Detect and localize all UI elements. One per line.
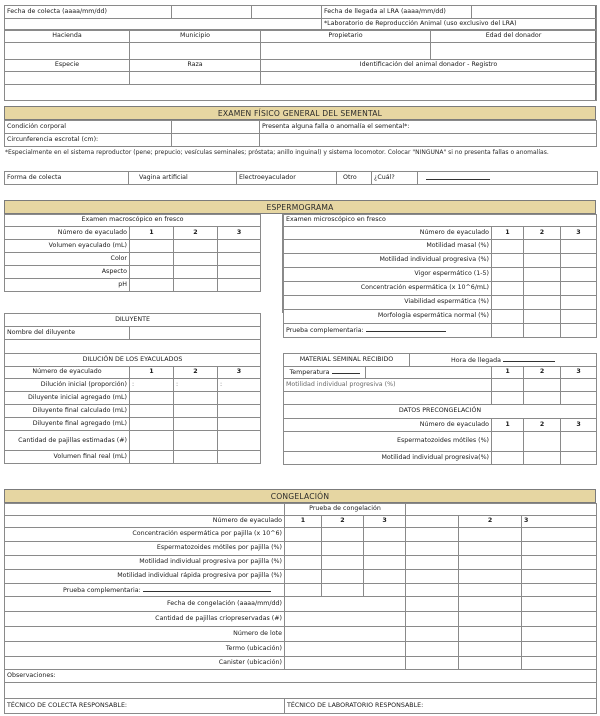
congelacion-blank-right (406, 504, 597, 516)
congelacion-cell[interactable] (364, 584, 406, 597)
prueba-row-label: Concentración espermática por pajilla (x 10^6) (5, 528, 285, 542)
diluyente-blank-row[interactable] (5, 340, 261, 354)
micro-header-label: Número de eyaculado (284, 227, 492, 240)
congelacion-merged-cell[interactable] (285, 657, 406, 670)
macro-cell[interactable] (174, 279, 218, 292)
table-row (284, 296, 597, 310)
temperatura-blank-line (332, 368, 360, 374)
macro-header-label: Número de eyaculado (5, 227, 130, 240)
material-cell[interactable] (492, 392, 524, 405)
congelacion-cell[interactable] (522, 657, 597, 670)
propietario-field[interactable] (261, 43, 431, 60)
macro-col-2: 2 (174, 227, 218, 240)
diluyente-table (4, 313, 261, 354)
congelacion-prueba-cell[interactable] (5, 584, 285, 597)
congelacion-table (4, 503, 597, 714)
table-row (5, 627, 597, 642)
congelacion-cell[interactable] (459, 584, 522, 597)
condicion-corporal-field[interactable] (172, 121, 260, 134)
precongelacion-col-1: 1 (492, 419, 524, 432)
precongelacion-row-label: Motilidad individual progresiva(%) (284, 452, 492, 465)
table-row (5, 570, 597, 584)
congelacion-prueba-blank-line (143, 586, 271, 592)
congelacion-merged-cell[interactable] (285, 597, 406, 612)
congelacion-col-2: 2 (322, 516, 364, 528)
macro-cell[interactable] (174, 253, 218, 266)
congelacion-cell[interactable] (459, 627, 522, 642)
dilucion-row-label: Volumen final real (mL) (5, 451, 130, 464)
blank-cell (5, 19, 322, 30)
congelacion-cell[interactable] (285, 528, 322, 542)
final-row-label: Fecha de congelación (aaaa/mm/dd) (5, 597, 285, 612)
congelacion-cell[interactable] (459, 612, 522, 627)
fecha-colecta-label: Fecha de colecta (aaaa/mm/dd) (5, 6, 172, 19)
dilucion-ratio-cell[interactable] (218, 379, 261, 392)
examen-fisico-footnote: *Especialmente en el sistema reproductor (pene; prepucio; vesículas seminales; próstata; anillo inguinal) y sistema locomotor. Colocar "NINGUNA" si no presenta fallas o anomalías. (5, 149, 549, 156)
temperatura-field[interactable] (366, 367, 492, 379)
hora-llegada-label: Hora de llegada (451, 356, 502, 364)
micro-title: Examen microscópico en fresco (284, 215, 597, 227)
material-cell[interactable] (561, 379, 597, 392)
micro-prueba-label: Prueba complementaria: (286, 327, 364, 335)
congelacion-cell[interactable] (459, 556, 522, 570)
macro-cell[interactable] (130, 253, 174, 266)
table-row (284, 268, 597, 282)
congelacion-cell[interactable] (522, 642, 597, 657)
circunferencia-field[interactable] (172, 134, 260, 147)
micro-cell[interactable] (524, 254, 561, 268)
table-row (5, 597, 597, 612)
congelacion-cell[interactable] (406, 612, 459, 627)
congelacion-cell[interactable] (459, 570, 522, 584)
micro-cell[interactable] (524, 282, 561, 296)
table-row (284, 282, 597, 296)
temperatura-cell[interactable] (284, 367, 366, 379)
micro-row-label: Morfología espermática normal (%) (284, 310, 492, 324)
tecnico-colecta-label: TÉCNICO DE COLECTA RESPONSABLE: (5, 699, 285, 714)
congelacion-cell[interactable] (322, 584, 364, 597)
congelacion-cell[interactable] (459, 642, 522, 657)
dilucion-cell[interactable] (218, 418, 261, 431)
cual-blank-line (426, 174, 490, 180)
fecha-colecta-field-2[interactable] (252, 6, 322, 19)
municipio-field[interactable] (130, 43, 261, 60)
observaciones-label: Observaciones: (5, 670, 597, 683)
table-row (284, 240, 597, 254)
donor-table (4, 30, 597, 101)
diluyente-nombre-label: Nombre del diluyente (5, 327, 130, 340)
micro-col-2: 2 (524, 227, 561, 240)
micro-cell[interactable] (561, 296, 597, 310)
macro-row-label: Volumen eyaculado (mL) (5, 240, 130, 253)
prueba-congelacion-title: Prueba de congelación (285, 504, 406, 516)
congelacion-cell[interactable] (285, 584, 322, 597)
micro-row-label: Motilidad masal (%) (284, 240, 492, 254)
especie-label: Especie (5, 60, 130, 72)
micro-cell[interactable] (561, 324, 597, 338)
congelacion-cell[interactable] (406, 542, 459, 556)
dilucion-cell[interactable] (218, 431, 261, 451)
congelacion-cell[interactable] (522, 627, 597, 642)
micro-cell[interactable] (492, 268, 524, 282)
table-row (5, 584, 597, 597)
presenta-falla-field[interactable] (260, 134, 597, 147)
dilucion-ratio-cell[interactable] (174, 379, 218, 392)
precongelacion-cell[interactable] (524, 452, 561, 465)
congelacion-col-1: 1 (285, 516, 322, 528)
micro-col-1: 1 (492, 227, 524, 240)
diluyente-title: DILUYENTE (5, 314, 261, 327)
micro-prueba-blank-line (366, 326, 446, 332)
especie-field[interactable] (5, 72, 130, 85)
table-row (5, 266, 261, 279)
table-row (284, 310, 597, 324)
dilucion-col-2: 2 (174, 367, 218, 379)
macro-cell[interactable] (130, 266, 174, 279)
congelacion-cell[interactable] (322, 542, 364, 556)
table-row (5, 253, 261, 266)
micro-cell[interactable] (492, 282, 524, 296)
congelacion-cell[interactable] (459, 542, 522, 556)
precongelacion-cell[interactable] (561, 452, 597, 465)
congelacion-col-6: 3 (522, 516, 597, 528)
congelacion-cell[interactable] (522, 542, 597, 556)
material-cell[interactable] (524, 379, 561, 392)
presenta-falla-label: Presenta alguna falla o anomalía el semental*: (260, 121, 597, 134)
dilucion-cell[interactable] (130, 451, 174, 464)
micro-col-3: 3 (561, 227, 597, 240)
congelacion-cell[interactable] (322, 570, 364, 584)
congelacion-merged-cell[interactable] (285, 612, 406, 627)
blank-row (5, 85, 597, 101)
micro-cell[interactable] (524, 324, 561, 338)
observaciones-field[interactable] (5, 683, 597, 699)
hacienda-field[interactable] (5, 43, 130, 60)
micro-row-label: Vigor espermático (1-5) (284, 268, 492, 282)
congelacion-merged-cell[interactable] (285, 642, 406, 657)
raza-field[interactable] (130, 72, 261, 85)
dilucion-cell[interactable] (174, 418, 218, 431)
vagina-artificial-label: Vagina artificial (139, 173, 188, 181)
espermograma-title: ESPERMOGRAMA (266, 203, 334, 212)
condicion-corporal-label: Condición corporal (5, 121, 172, 134)
congelacion-cell[interactable] (406, 597, 459, 612)
congelacion-col-4 (406, 516, 459, 528)
precongelacion-row-label: Espermatozoides mótiles (%) (284, 432, 492, 452)
congelacion-col-5: 2 (459, 516, 522, 528)
material-cell[interactable] (524, 392, 561, 405)
micro-cell[interactable] (561, 268, 597, 282)
micro-cell[interactable] (524, 240, 561, 254)
dilucion-row-label: Diluyente final agregado (mL) (5, 418, 130, 431)
congelacion-cell[interactable] (285, 556, 322, 570)
dilucion-row-label: Dilución inicial (proporción) (5, 379, 130, 392)
congelacion-cell[interactable] (406, 528, 459, 542)
electroeyaculador-option[interactable] (237, 172, 337, 185)
macro-col-1: 1 (130, 227, 174, 240)
municipio-label: Municipio (130, 31, 261, 43)
table-row (5, 392, 261, 405)
macro-title: Examen macroscópico en fresco (5, 215, 261, 227)
dilucion-cell[interactable] (218, 451, 261, 464)
header-top-table (4, 5, 597, 30)
otro-label: Otro (343, 173, 357, 181)
examen-fisico-banner (4, 106, 596, 120)
macro-cell[interactable] (174, 266, 218, 279)
congelacion-cell[interactable] (522, 612, 597, 627)
table-row (284, 324, 597, 338)
raza-label: Raza (130, 60, 261, 72)
fecha-llegada-field[interactable] (472, 6, 597, 19)
congelacion-cell[interactable] (522, 584, 597, 597)
table-row (5, 657, 597, 670)
macro-cell[interactable] (130, 279, 174, 292)
micro-row-label: Motilidad individual progresiva (%) (284, 254, 492, 268)
forma-colecta-table (4, 171, 598, 185)
table-row (5, 612, 597, 627)
macro-col-3: 3 (218, 227, 261, 240)
dilucion-col-3: 3 (218, 367, 261, 379)
table-row (5, 379, 261, 392)
macro-row-label: Color (5, 253, 130, 266)
precongelacion-title: DATOS PRECONGELACIÓN (284, 405, 597, 419)
table-row (5, 542, 597, 556)
final-row-label: Termo (ubicación) (5, 642, 285, 657)
lra-note: *Laboratorio de Reproducción Animal (uso exclusivo del LRA) (322, 19, 597, 30)
micro-cell[interactable] (492, 324, 524, 338)
macro-table (4, 214, 261, 292)
congelacion-merged-cell[interactable] (285, 627, 406, 642)
dilucion-header-label: Número de eyaculado (5, 367, 130, 379)
final-row-label: Canister (ubicación) (5, 657, 285, 670)
circunferencia-label: Circunferencia escrotal (cm): (5, 134, 172, 147)
congelacion-cell[interactable] (406, 642, 459, 657)
table-row (5, 240, 261, 253)
macro-cell[interactable] (218, 279, 261, 292)
hacienda-label: Hacienda (5, 31, 130, 43)
congelacion-cell[interactable] (522, 528, 597, 542)
dilucion-row-label: Diluyente final calculado (mL) (5, 405, 130, 418)
edad-donador-field[interactable] (431, 43, 597, 60)
macro-cell[interactable] (218, 266, 261, 279)
edad-donador-label: Edad del donador (431, 31, 597, 43)
dilucion-row-label: Cantidad de pajillas estimadas (#) (5, 431, 130, 451)
micro-cell[interactable] (561, 254, 597, 268)
micro-cell[interactable] (524, 296, 561, 310)
examen-fisico-title: EXAMEN FÍSICO GENERAL DEL SEMENTAL (217, 109, 383, 118)
electroeyaculador-label: Electroeyaculador (239, 173, 296, 181)
table-row (284, 254, 597, 268)
congelacion-cell[interactable] (364, 556, 406, 570)
vagina-artificial-option[interactable] (129, 172, 237, 185)
precongelacion-header-label: Número de eyaculado (284, 419, 492, 432)
dilucion-cell[interactable] (130, 418, 174, 431)
dilucion-title: DILUCIÓN DE LOS EYACULADOS (5, 354, 261, 367)
dilucion-row-label: Diluyente inicial agregado (mL) (5, 392, 130, 405)
table-row (284, 432, 597, 452)
dilucion-cell[interactable] (130, 392, 174, 405)
micro-table (283, 214, 597, 338)
congelacion-cell[interactable] (406, 657, 459, 670)
congelacion-cell[interactable] (406, 584, 459, 597)
table-row (284, 452, 597, 465)
congelacion-cell[interactable] (406, 627, 459, 642)
ratio-mark: : (220, 380, 223, 388)
congelacion-cell[interactable] (364, 542, 406, 556)
congelacion-header-label: Número de eyaculado (5, 516, 285, 528)
dilucion-col-1: 1 (130, 367, 174, 379)
material-table (283, 353, 597, 465)
dilucion-ratio-cell[interactable] (130, 379, 174, 392)
material-col-2: 2 (524, 367, 561, 379)
macro-cell[interactable] (174, 240, 218, 253)
congelacion-blank (5, 504, 285, 516)
congelacion-title: CONGELACIÓN (270, 492, 330, 501)
congelacion-cell[interactable] (459, 657, 522, 670)
dilucion-cell[interactable] (130, 431, 174, 451)
dilucion-cell[interactable] (174, 451, 218, 464)
table-row (5, 279, 261, 292)
precongelacion-cell[interactable] (492, 452, 524, 465)
table-row (5, 528, 597, 542)
congelacion-cell[interactable] (522, 597, 597, 612)
table-row (5, 405, 261, 418)
micro-cell[interactable] (524, 310, 561, 324)
forma-colecta-label: Forma de colecta (5, 172, 129, 185)
temperatura-label: Temperatura (289, 369, 330, 377)
congelacion-cell[interactable] (522, 570, 597, 584)
material-col-3: 3 (561, 367, 597, 379)
ratio-mark: : (176, 380, 179, 388)
dilucion-cell[interactable] (218, 405, 261, 418)
micro-row-label: Concentración espermática (x 10^6/mL) (284, 282, 492, 296)
macro-cell[interactable] (218, 253, 261, 266)
micro-row-label: Viabilidad espermática (%) (284, 296, 492, 310)
micro-cell[interactable] (561, 310, 597, 324)
identificacion-field[interactable] (261, 72, 597, 85)
dilucion-table (4, 353, 261, 464)
espermograma-banner (4, 200, 596, 214)
precongelacion-col-3: 3 (561, 419, 597, 432)
prueba-row-label: Motilidad individual rápida progresiva por pajilla (%) (5, 570, 285, 584)
congelacion-prueba-label: Prueba complementaria: (63, 586, 141, 594)
congelacion-banner (4, 489, 596, 503)
ratio-mark: : (132, 380, 135, 388)
table-row (5, 642, 597, 657)
material-blank-cell[interactable] (284, 392, 492, 405)
congelacion-cell[interactable] (285, 542, 322, 556)
hora-llegada-cell[interactable] (410, 354, 597, 367)
micro-prueba-cell[interactable] (284, 324, 492, 338)
table-row (5, 431, 261, 451)
dilucion-cell[interactable] (174, 392, 218, 405)
dilucion-cell[interactable] (218, 392, 261, 405)
macro-cell[interactable] (218, 240, 261, 253)
diluyente-nombre-field[interactable] (130, 327, 261, 340)
micro-cell[interactable] (492, 296, 524, 310)
precongelacion-cell[interactable] (524, 432, 561, 452)
prueba-row-label: Motilidad individual progresiva por pajilla (%) (5, 556, 285, 570)
examen-fisico-table (4, 120, 597, 147)
final-row-label: Número de lote (5, 627, 285, 642)
micro-cell[interactable] (561, 240, 597, 254)
identificacion-label: Identificación del animal donador - Registro (261, 60, 597, 72)
fecha-colecta-field[interactable] (172, 6, 252, 19)
cual-field[interactable] (418, 172, 598, 185)
congelacion-cell[interactable] (406, 570, 459, 584)
micro-cell[interactable] (492, 310, 524, 324)
congelacion-cell[interactable] (364, 528, 406, 542)
material-motilidad-label: Motilidad individual progresiva (%) (284, 379, 492, 392)
micro-cell[interactable] (492, 240, 524, 254)
congelacion-cell[interactable] (322, 528, 364, 542)
micro-cell[interactable] (524, 268, 561, 282)
espermograma-left-edge (4, 214, 5, 218)
material-col-1: 1 (492, 367, 524, 379)
micro-cell[interactable] (561, 282, 597, 296)
prueba-row-label: Espermatozoides mótiles por pajilla (%) (5, 542, 285, 556)
congelacion-cell[interactable] (322, 556, 364, 570)
otro-option[interactable] (337, 172, 372, 185)
final-row-label: Cantidad de pajillas criopreservadas (#) (5, 612, 285, 627)
tecnico-laboratorio-label: TÉCNICO DE LABORATORIO RESPONSABLE: (285, 699, 597, 714)
micro-cell[interactable] (492, 254, 524, 268)
congelacion-cell[interactable] (364, 570, 406, 584)
propietario-label: Propietario (261, 31, 431, 43)
precongelacion-cell[interactable] (492, 432, 524, 452)
table-row (5, 556, 597, 570)
congelacion-cell[interactable] (522, 556, 597, 570)
dilucion-cell[interactable] (174, 431, 218, 451)
cual-label: ¿Cuál? (372, 172, 418, 185)
congelacion-col-3: 3 (364, 516, 406, 528)
material-cell[interactable] (561, 392, 597, 405)
congelacion-cell[interactable] (459, 597, 522, 612)
congelacion-cell[interactable] (406, 556, 459, 570)
macro-cell[interactable] (130, 240, 174, 253)
congelacion-cell[interactable] (285, 570, 322, 584)
precongelacion-cell[interactable] (561, 432, 597, 452)
precongelacion-col-2: 2 (524, 419, 561, 432)
dilucion-cell[interactable] (130, 405, 174, 418)
dilucion-cell[interactable] (174, 405, 218, 418)
macro-row-label: Aspecto (5, 266, 130, 279)
congelacion-cell[interactable] (459, 528, 522, 542)
table-row (5, 451, 261, 464)
macro-row-label: pH (5, 279, 130, 292)
material-title: MATERIAL SEMINAL RECIBIDO (284, 354, 410, 367)
fecha-llegada-label: Fecha de llegada al LRA (aaaa/mm/dd) (322, 6, 472, 19)
material-cell[interactable] (492, 379, 524, 392)
hora-blank-line (503, 356, 555, 362)
table-row (5, 418, 261, 431)
